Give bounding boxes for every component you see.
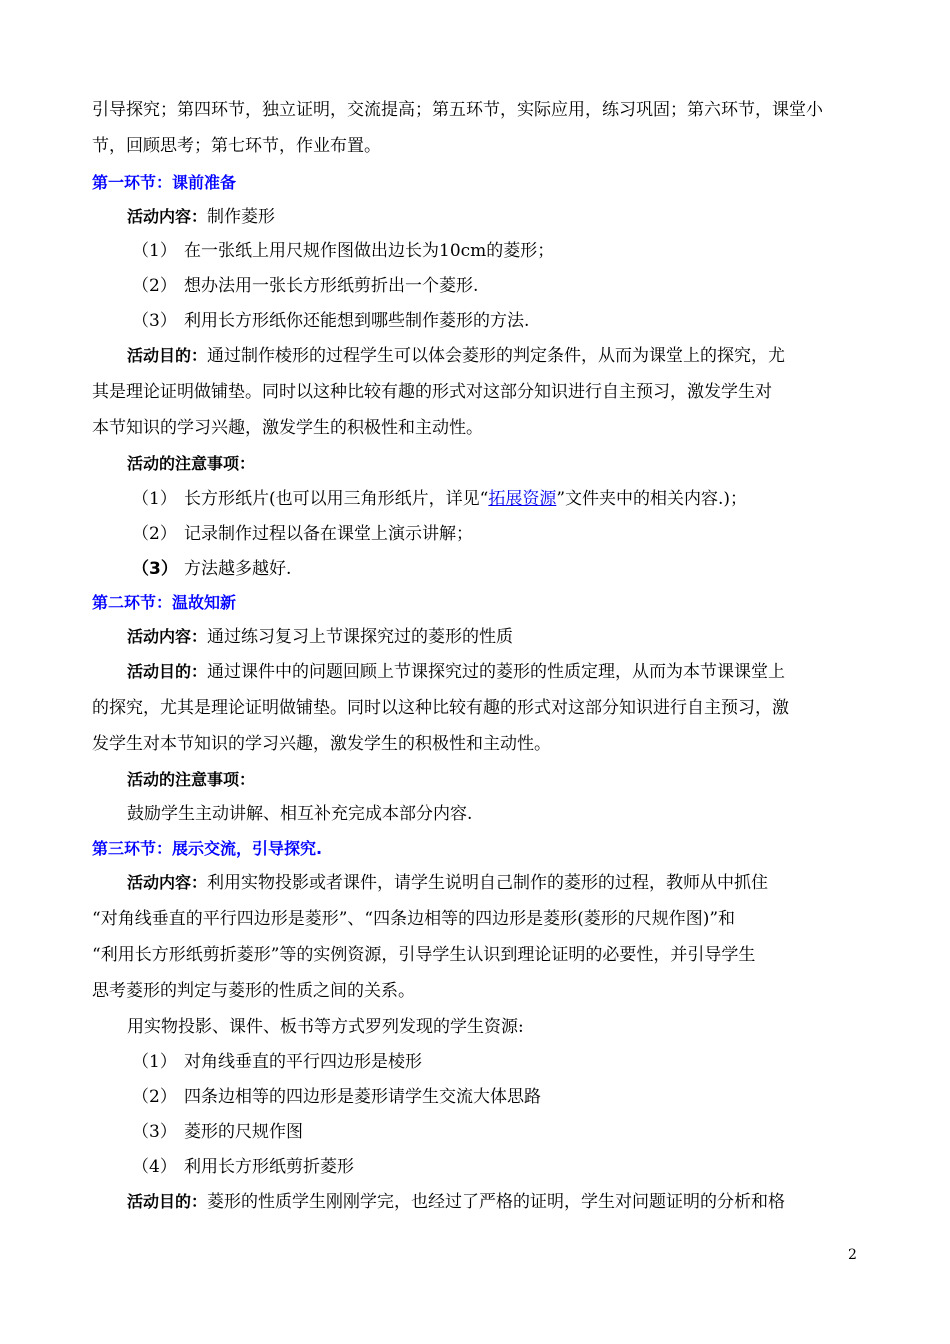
purpose-text: 通过制作棱形的过程学生可以体会菱形的判定条件，从而为课堂上的探究，尤: [207, 346, 786, 366]
content-text: 利用实物投影或者课件，请学生说明自己制作的菱形的过程，教师从中抓住: [207, 873, 769, 893]
item-text: 利用长方形纸你还能想到哪些制作菱形的方法.: [184, 311, 530, 331]
section-heading: 第一环节：课前准备: [92, 173, 237, 192]
purpose-text: 通过课件中的问题回顾上节课探究过的菱形的性质定理，从而为本节课课堂上: [207, 662, 786, 682]
activity-purpose: [127, 344, 895, 368]
item-text: ”文件夹中的相关内容.)；: [556, 489, 748, 509]
content-text: 通过练习复习上节课探究过的菱形的性质: [207, 627, 514, 647]
content-text: 制作菱形: [207, 207, 276, 227]
item-text: 记录制作过程以备在课堂上演示讲解；: [184, 524, 473, 544]
list-item: [132, 1050, 900, 1074]
item-text: 在一张纸上用尺规作图做出边长为10cm的菱形；: [184, 241, 555, 261]
purpose-text: 菱形的性质学生刚刚学完，也经过了严格的证明，学生对问题证明的分析和格: [207, 1192, 786, 1212]
list-item: [132, 239, 900, 263]
label: 活动内容：: [127, 207, 208, 226]
item-number: （2）: [132, 524, 177, 544]
item-text: 想办法用一张长方形纸剪折出一个菱形.: [184, 276, 479, 296]
item-text: 长方形纸片(也可以用三角形纸片，详见“: [184, 489, 489, 509]
item-number: （3）: [132, 1122, 177, 1142]
item-number: （1）: [132, 1052, 177, 1072]
section-heading: 第二环节：温故知新: [92, 593, 237, 612]
item-text: 四条边相等的四边形是菱形请学生交流大体思路: [184, 1087, 541, 1107]
activity-content: [127, 871, 895, 895]
text-line: 本节知识的学习兴趣，激发学生的积极性和主动性。: [92, 418, 483, 438]
activity-content: [127, 205, 895, 229]
label: 活动内容：: [127, 627, 208, 646]
label: 活动目的：: [127, 662, 208, 681]
list-item: [132, 1120, 900, 1144]
item-number: （1）: [132, 241, 177, 261]
label: 活动内容：: [127, 873, 208, 892]
item-number: （3）: [132, 559, 178, 579]
list-item: [132, 487, 900, 511]
list-item: [132, 274, 900, 298]
label: 活动目的：: [127, 346, 208, 365]
notes-label: 活动的注意事项：: [127, 770, 256, 789]
text-line: 鼓励学生主动讲解、相互补充完成本部分内容.: [127, 804, 473, 824]
list-item: [132, 1155, 900, 1179]
activity-purpose: [127, 1190, 895, 1214]
label: 活动目的：: [127, 1192, 208, 1211]
text-line: 的探究，尤其是理论证明做铺垫。同时以这种比较有趣的形式对这部分知识进行自主预习，激: [92, 698, 789, 718]
text-line: 思考菱形的判定与菱形的性质之间的关系。: [92, 981, 415, 1001]
item-text: 方法越多越好.: [184, 559, 292, 579]
item-number: （3）: [132, 311, 177, 331]
item-text: 菱形的尺规作图: [184, 1122, 303, 1142]
item-text: 对角线垂直的平行四边形是棱形: [184, 1052, 422, 1072]
text-line: 节，回顾思考；第七环节，作业布置。: [92, 136, 381, 156]
item-number: （2）: [132, 276, 177, 296]
activity-purpose: [127, 660, 895, 684]
text-line: 引导探究；第四环节，独立证明，交流提高；第五环节，实际应用，练习巩固；第六环节，课堂小: [92, 100, 823, 120]
text-line: “对角线垂直的平行四边形是菱形”、“四条边相等的四边形是菱形(菱形的尺规作图)”和: [92, 909, 736, 929]
activity-content: [127, 625, 895, 649]
item-number: （2）: [132, 1087, 177, 1107]
list-item: [132, 309, 900, 333]
list-item: [132, 557, 900, 581]
text-line: 用实物投影、课件、板书等方式罗列发现的学生资源:: [127, 1017, 524, 1037]
page-number: 2: [848, 1247, 857, 1263]
text-line: “利用长方形纸剪折菱形”等的实例资源，引导学生认识到理论证明的必要性，并引导学生: [92, 945, 756, 965]
item-text: 利用长方形纸剪折菱形: [184, 1157, 354, 1177]
section-heading: 第三环节：展示交流，引导探究.: [92, 839, 323, 858]
item-number: （4）: [132, 1157, 177, 1177]
text-line: 其是理论证明做铺垫。同时以这种比较有趣的形式对这部分知识进行自主预习，激发学生对: [92, 382, 772, 402]
list-item: [132, 522, 900, 546]
text-line: 发学生对本节知识的学习兴趣，激发学生的积极性和主动性。: [92, 734, 551, 754]
item-number: （1）: [132, 489, 177, 509]
resource-link[interactable]: 拓展资源: [488, 489, 557, 509]
notes-label: 活动的注意事项：: [127, 454, 256, 473]
list-item: [132, 1085, 900, 1109]
